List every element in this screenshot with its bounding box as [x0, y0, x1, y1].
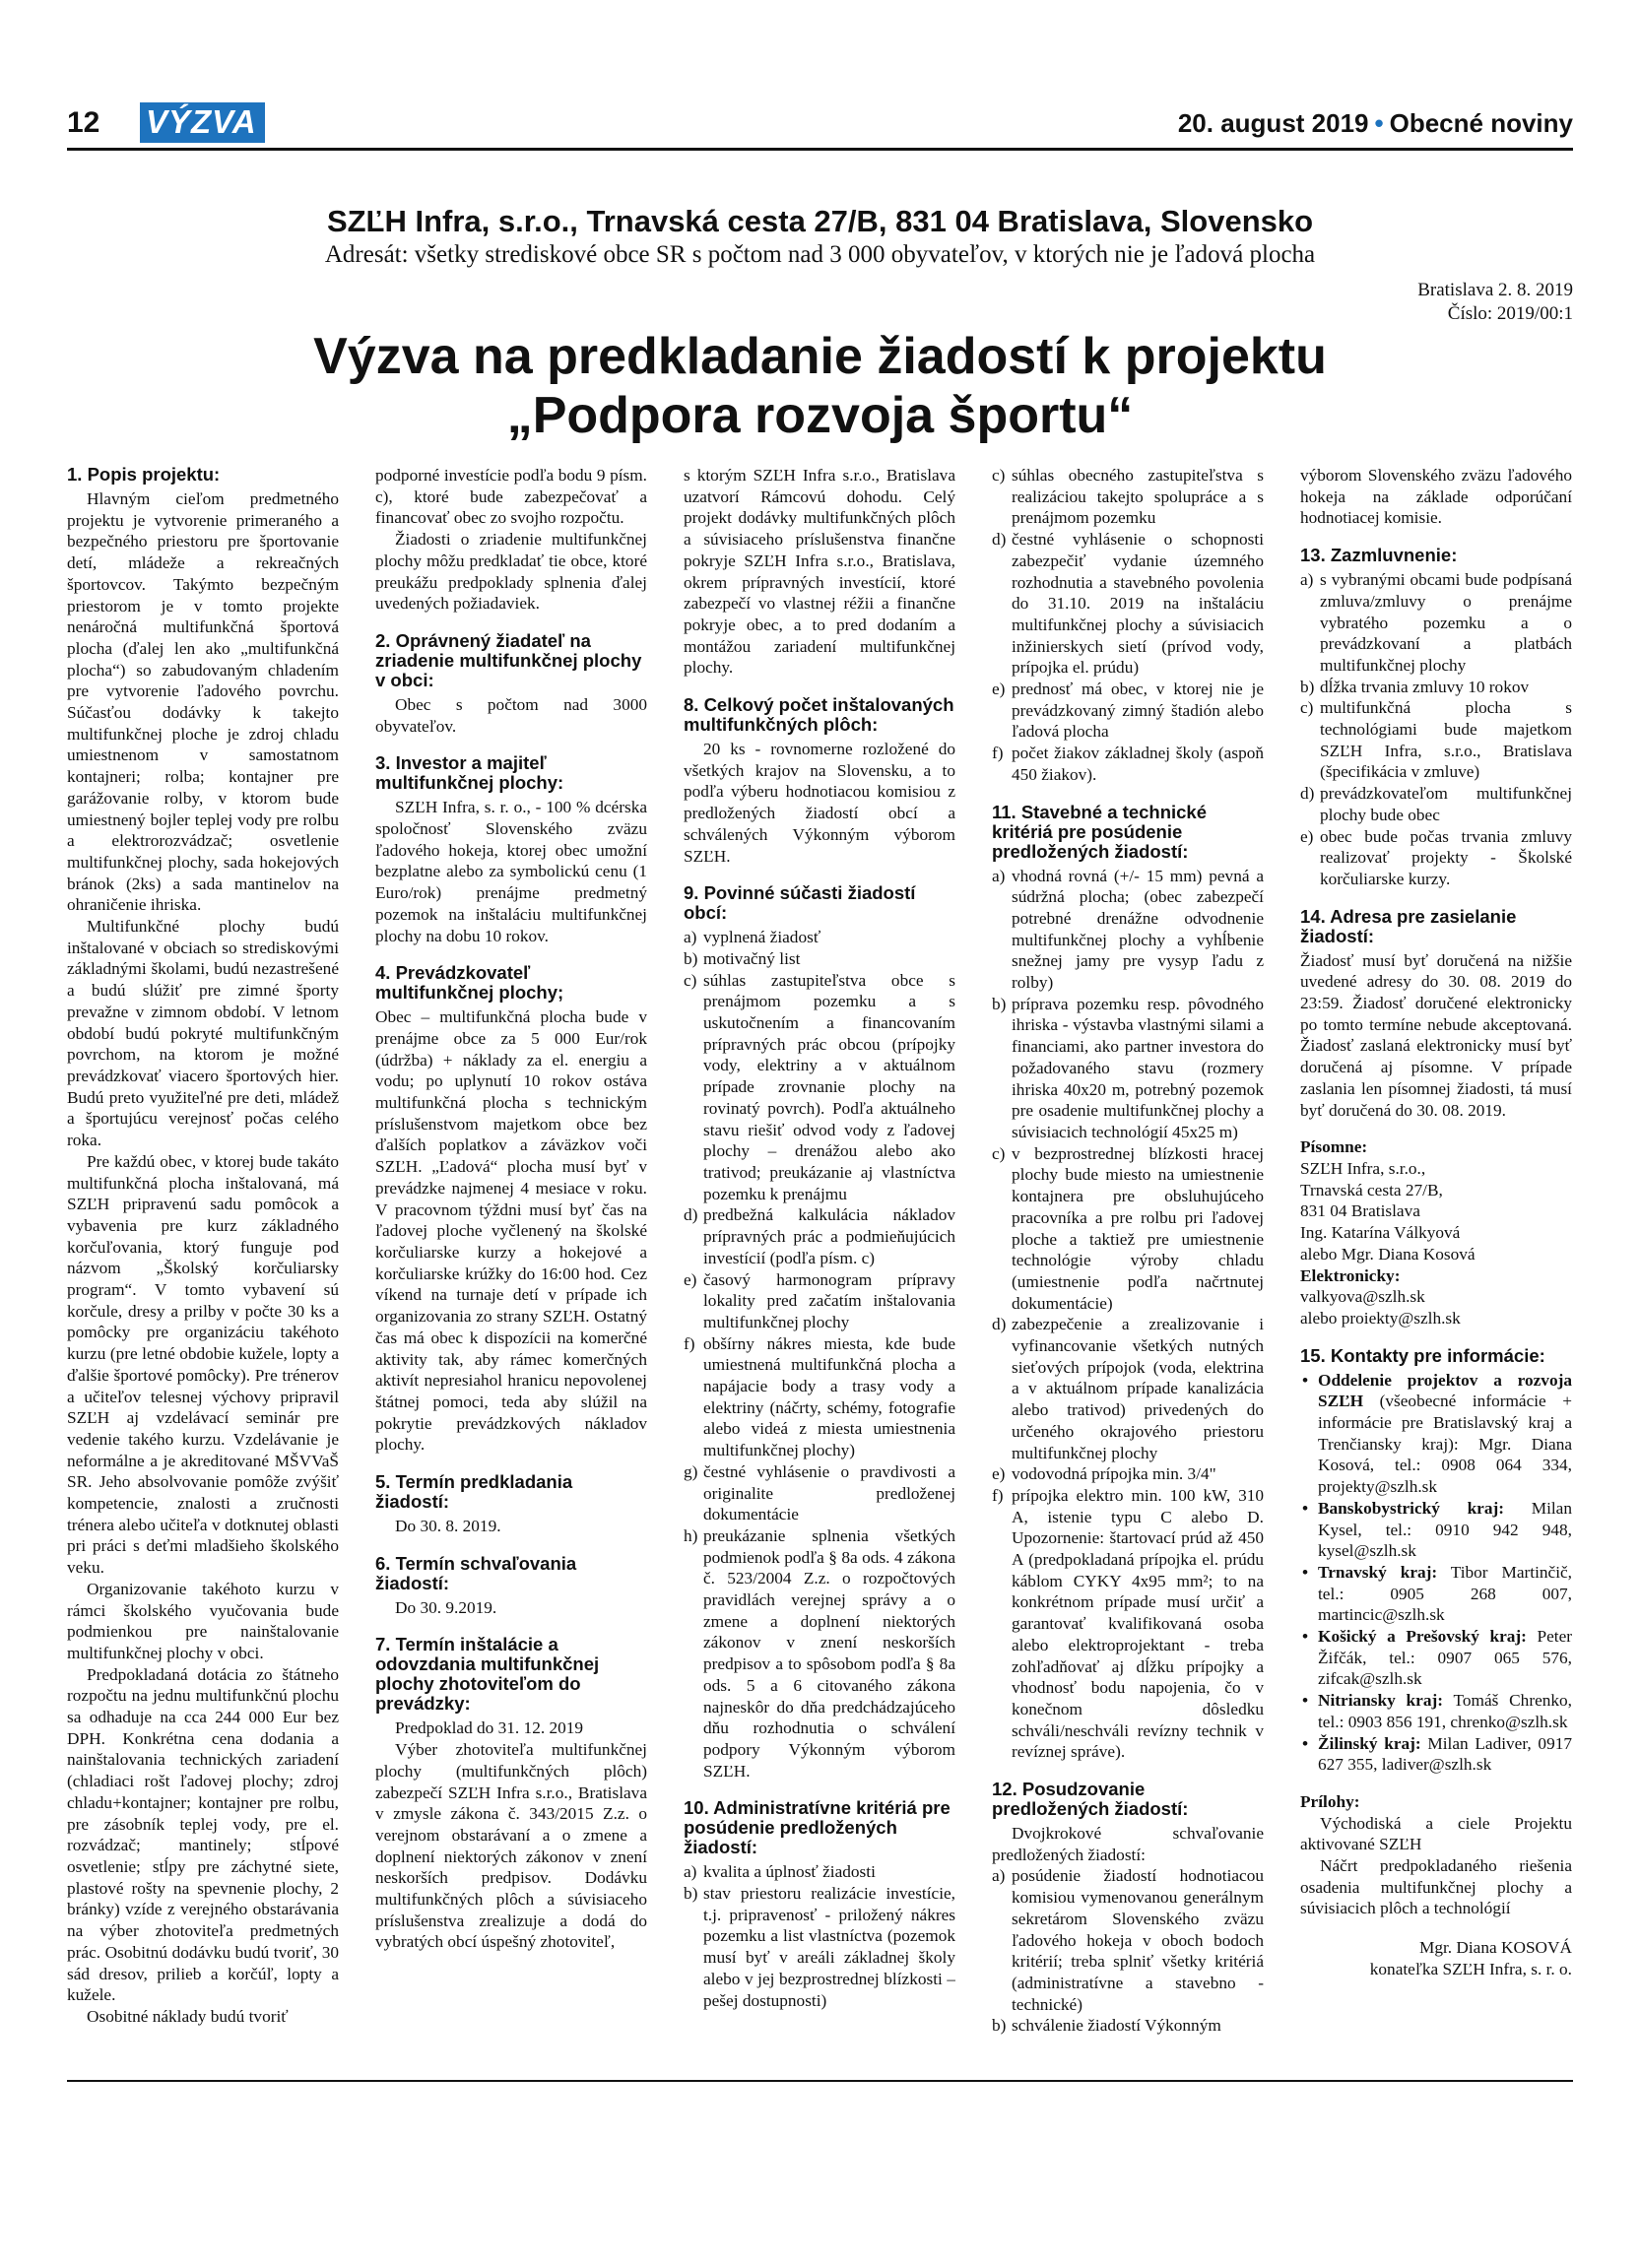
- paragraph: valkyova@szlh.sk: [1300, 1287, 1425, 1307]
- list-item-text: posúdenie žiadostí hodnotiacou komisiou vymenovanou generálnym sekretárom Slovenského zväzu ľadového hokeja v oboch bodoch kritérií; treba splniť všetky kritériá (administratívne a stavebno - technické): [1012, 1866, 1264, 2014]
- list-item: [992, 2015, 1264, 2037]
- list-item: [684, 1269, 955, 1333]
- list-item: [992, 1143, 1264, 1315]
- list-item-text: stav priestoru realizácie investície, t.j. pripravenosť - priložený nákres pozemku a list vlastníctva (pozemok musí byť v areáli základnej školy alebo v jej bezprostrednej blízkosti – pešej dostupnosti): [703, 1884, 955, 2010]
- paragraph: Náčrt predpokladaného riešenia osadenia multifunkčnej plochy a súvisiacich plôch a technológií: [1300, 1856, 1572, 1918]
- title-line-1: Výzva na predkladanie žiadostí k projektu: [313, 328, 1327, 385]
- contact-list: [1300, 1498, 1572, 1562]
- list-item: [1300, 783, 1572, 825]
- section-tag: VÝZVA: [140, 102, 265, 143]
- list-item-text: súhlas zastupiteľstva obce s prenájmom pozemku a s uskutočnením a financovaním prípravných prác obcou (prípojky vody, elektriny a v aktuálnom prípade zrovnanie plochy na rovinatý povrch). Podľa aktuálneho stavu riešiť odvod vody z ľadovej plochy – drenážou alebo ako trativod; preukázanie aj vlastníctva pozemku k prenájmu: [703, 970, 955, 1203]
- contact-list: [1300, 1690, 1572, 1732]
- section-heading: 7. Termín inštalácie a odovzdania multifunkčnej plochy zhotoviteľom do prevádzky:: [375, 1634, 600, 1715]
- paragraph: Obec – multifunkčná plocha bude v prenájme obce za 5 000 Eur/rok (údržba) + náklady za el. energiu a vodu; po uplynutí 10 rokov ostáva multifunkčná plocha s technickým príslušenstvom majetkom obce bez ďalších poplatkov a záväzkov voči SZĽH. „Ľadová“ plocha musí byť v prevádzke najmenej 4 mesiace v roku. V pracovnom týždni musí byť čas na ľadovej ploche vyčlenený na školské korčuliarske kurzy a hokejové a korčuliarske krúžky do 16:00 hod. Cez víkend na turnaje detí v prípade ich organizovania zo strany SZĽH. Ostatný čas má obec k dispozícii na komerčné aktivity tak, aby rámec komerčných aktivít nepresiahol hranicu nepovolenej štátnej pomoci, teda aby slúžil na pokrytie prevádzkových nákladov plochy.: [375, 1007, 647, 1455]
- contact-details: (všeobecné informácie + informácie pre Bratislavský kraj a Trenčiansky kraj): Mgr. Diana Kosová, tel.: 0908 064 334, projekty@szlh.sk: [1318, 1392, 1572, 1497]
- list-item-letter: a): [684, 1862, 697, 1882]
- contact-details: Tomáš Chrenko, tel.: 0903 856 191, chrenko@szlh.sk: [1318, 1691, 1572, 1731]
- list-item-text: s vybranými obcami bude podpísaná zmluva/zmluvy o prenájme vybratého pozemku a o prevádzkovaní a platbách multifunkčnej plochy: [1320, 570, 1572, 675]
- list-item-text: multifunkčná plocha s technológiami bude majetkom SZĽH Infra, s.r.o., Bratislava (špecifikácia v zmluve): [1320, 698, 1572, 782]
- contact-region: Oddelenie projektov a rozvoja SZĽH: [1318, 1370, 1572, 1411]
- list-item-text: vodovodná prípojka min. 3/4": [1012, 1464, 1216, 1484]
- list-item-letter: a): [1300, 570, 1314, 590]
- section-heading: 6. Termín schvaľovania žiadostí:: [375, 1552, 577, 1593]
- issue-date: 20. august 2019: [1177, 108, 1369, 138]
- page-number: 12: [67, 106, 100, 139]
- sub-heading: Písomne:: [1300, 1137, 1368, 1157]
- section-heading: 11. Stavebné a technické kritériá pre posúdenie predložených žiadostí:: [992, 801, 1208, 862]
- contact-details: Milan Kysel, tel.: 0910 942 948, kysel@szlh.sk: [1318, 1498, 1572, 1561]
- list-item-letter: f): [992, 1485, 1004, 1505]
- paragraph: Do 30. 8. 2019.: [395, 1517, 501, 1536]
- list-item-letter: b): [992, 2016, 1007, 2036]
- header-separator: •: [1374, 108, 1384, 138]
- place-date: Bratislava 2. 8. 2019: [1417, 280, 1573, 300]
- signature-line: konateľka SZĽH Infra, s. r. o.: [1369, 1959, 1572, 1978]
- list-item: [992, 1314, 1264, 1463]
- signature-line: Mgr. Diana KOSOVÁ: [1418, 1938, 1572, 1958]
- list-item-letter: d): [992, 530, 1007, 550]
- paragraph: Organizovanie takéhoto kurzu v rámci školského vyučovania bude podmienkou pre nainštalovanie multifunkčnej plochy v obci.: [67, 1579, 339, 1662]
- column-2: [375, 465, 647, 2070]
- paragraph: Pre každú obec, v ktorej bude takáto multifunkčná plocha inštalovaná, má SZĽH pripravenú sadu pomôcok a vybavenia pre kurz základného korčuľovania, ktorý funguje pod názvom „Školský korčuliarsky program“. V tomto vybavení sú korčule, dresy a prilby v počte 30 ks a pomôcky pre organizáciu takéhoto kurzu (pre letné obdobie kužele, lopty a ďalšie športové pomôcky). Pre trénerov a učiteľov telesnej výchovy pripravil SZĽH aj vzdelávací seminár pre vedenie takého kurzu. Vzdelávanie je neformálne a je akreditované MŠVVaŠ SR. Jeho absolvovanie pomôže zvýšiť kompetencie, znalosti a zručnosti trénera alebo učiteľa v dotknutej oblasti pri práci s deťmi mladšieho školského veku.: [67, 1151, 339, 1578]
- paragraph: Trnavská cesta 27/B,: [1300, 1180, 1443, 1199]
- list-item: [684, 1461, 955, 1525]
- bottom-divider: [67, 2080, 1573, 2082]
- contact-list: [1300, 1626, 1572, 1690]
- header-info: [1178, 108, 1573, 139]
- section-heading: 12. Posudzovanie predložených žiadostí:: [992, 1779, 1189, 1820]
- contact-region: Nitriansky kraj:: [1318, 1691, 1443, 1711]
- list-item-letter: b): [684, 1884, 698, 1904]
- list-item: [992, 1865, 1264, 2015]
- contact-list: [1300, 1562, 1572, 1626]
- section-heading: 15. Kontakty pre informácie:: [1300, 1344, 1545, 1366]
- list-item-letter: d): [1300, 784, 1315, 804]
- list-item: [992, 866, 1264, 994]
- paragraph: s ktorým SZĽH Infra s.r.o., Bratislava uzatvorí Rámcovú dohodu. Celý projekt dodávky multifunkčných plôch a súvisiaceho príslušenstva finančne pokryje SZĽH Infra s.r.o., Bratislava, okrem prípravných investícií, ktoré zabezpečí vo vlastnej réžii a finančne pokryje obec, a to pred dodaním a montážou zariadení multifunkčnej plochy.: [684, 466, 955, 678]
- paragraph: alebo Mgr. Diana Kosová: [1300, 1244, 1476, 1264]
- list-item-letter: f): [684, 1333, 695, 1353]
- section-heading: 10. Administratívne kritériá pre posúdenie predložených žiadostí:: [684, 1797, 951, 1858]
- list-item: [992, 679, 1264, 743]
- list-item-text: prednosť má obec, v ktorej nie je prevádzkovaný zimný štadión alebo ľadová plocha: [1012, 680, 1264, 742]
- list-item-letter: e): [1300, 826, 1314, 846]
- list-item-text: prípojka elektro min. 100 kW, 310 A, istenie typu C alebo D. Upozornenie: štartovací prúd až 450 A (predpokladaná prípojka el. prúdu káblom CYKY 4x95 mm²; to na konkrétnom prípade musí určiť a garantovať kvalifikovaná osoba alebo elektroprojektant - treba zohľadňovať aj dĺžku prípojky a vhodnosť bodu napojenia, čo v konečnom dôsledku schváli/neschváli revízny technik v revíznej správe).: [1012, 1485, 1264, 1762]
- list-item-letter: a): [992, 866, 1006, 885]
- list-item: [684, 970, 955, 1205]
- paragraph: SZĽH Infra, s.r.o.,: [1300, 1158, 1426, 1178]
- list-item-text: prevádzkovateľom multifunkčnej plochy bude obec: [1320, 784, 1572, 824]
- list-item: [684, 1204, 955, 1268]
- contact-item: [1300, 1370, 1572, 1498]
- list-item-letter: c): [992, 466, 1006, 485]
- contact-list: [1300, 1370, 1572, 1498]
- paragraph: Do 30. 9.2019.: [395, 1597, 497, 1617]
- list-item: [1300, 569, 1572, 677]
- list-item: [992, 529, 1264, 679]
- list-item-text: preukázanie splnenia všetkých podmienok podľa § 8a ods. 4 zákona č. 523/2004 Z.z. o rozpočtových pravidlách verejnej správy a o zmene a doplnení niektorých zákonov v znení neskorších predpisov a to spôsobom podľa § 8a ods. 5 a 6 citovaného zákona najneskôr do dňa predchádzajúceho dňu rozhodnutia o schválení podpory Výkonným výborom SZĽH.: [703, 1525, 955, 1781]
- paragraph: Osobitné náklady budú tvoriť: [87, 2006, 289, 2026]
- list-item: [684, 1883, 955, 2011]
- article-body: [67, 465, 1573, 2070]
- contact-item: [1300, 1498, 1572, 1562]
- paragraph: Predpokladaná dotácia zo štátneho rozpočtu na jednu multifunkčnú plochu sa odhaduje na cca 244 000 Eur bez DPH. Konkrétna cena dodania a nainštalovania technických zariadení (chladiaci rošt ľadovej plochy; zdroj chladu+kontajner; kontajner pre rolbu, pre zásobník teplej vody, pre el. rozvádzač; mantinely; stĺpové osvetlenie; stĺpy pre záchytné siete, plastové rošty na spevnenie plochy, 2 bránky) vzíde z verejného obstarávania na výber zhotoviteľa predmetných prác. Osobitnú dodávku budú tvoriť, 30 sád dresov, prilieb a korčúľ, lopty a kužele.: [67, 1664, 339, 2005]
- section-heading: 8. Celkový počet inštalovaných multifunkčných plôch:: [684, 694, 954, 736]
- paragraph: Ing. Katarína Válkyová: [1300, 1223, 1461, 1243]
- list-item-letter: b): [992, 994, 1007, 1013]
- list-item: [992, 994, 1264, 1143]
- paragraph: Multifunkčné plochy budú inštalované v obciach so strediskovými základnými školami, budú nezastrešené a budú slúžiť pre zimné športy prevažne v zimnom období. V letnom období budú pokryté multifunkčným povrchom, na ktorom je možné prevádzkovať viacero športových hier. Budú preto využiteľné pre deti, mládež a športujúcu verejnosť počas celého roka.: [67, 917, 339, 1150]
- list-item-letter: c): [1300, 698, 1314, 718]
- contact-item: [1300, 1562, 1572, 1626]
- paragraph: Obec s počtom nad 3000 obyvateľov.: [375, 694, 647, 736]
- list-item: [684, 1333, 955, 1461]
- section-heading: 14. Adresa pre zasielanie žiadostí:: [1300, 905, 1517, 946]
- list-item: [992, 1463, 1264, 1485]
- list-item-letter: d): [992, 1315, 1007, 1334]
- list-item-text: dĺžka trvania zmluvy 10 rokov: [1320, 677, 1530, 696]
- list-item: [1300, 826, 1572, 890]
- list-item-text: schválenie žiadostí Výkonným: [1012, 2016, 1221, 2036]
- paragraph: Predpoklad do 31. 12. 2019: [395, 1718, 584, 1738]
- list-item: [1300, 697, 1572, 783]
- sub-heading: Prílohy:: [1300, 1791, 1360, 1811]
- contact-details: Peter Žifčák, tel.: 0907 065 576, zifcak@szlh.sk: [1318, 1627, 1572, 1689]
- list-item-text: vhodná rovná (+/- 15 mm) pevná a súdržná plocha; (obec zabezpečí potrebné drenážne odvodnenie multifunkčnej plochy a vyhĺbenie snežnej jamy pre vysyp ľadu z rolby): [1012, 866, 1264, 993]
- list-item: [992, 743, 1264, 785]
- list-item: [684, 948, 955, 970]
- list-item-text: časový harmonogram prípravy lokality pred začatím inštalovania multifunkčnej plochy: [703, 1269, 955, 1331]
- contact-region: Trnavský kraj:: [1318, 1562, 1438, 1582]
- section-heading: 2. Oprávnený žiadateľ na zriadenie multifunkčnej plochy v obci:: [375, 629, 642, 690]
- list-item-text: obec bude počas trvania zmluvy realizovať projekty - Školské korčuliarske kurzy.: [1320, 826, 1572, 888]
- list-item-letter: b): [1300, 677, 1315, 696]
- list-item-text: počet žiakov základnej školy (aspoň 450 žiakov).: [1012, 744, 1264, 784]
- section-heading: 1. Popis projektu:: [67, 465, 221, 485]
- column-4: [992, 465, 1264, 2070]
- list-item: [992, 1485, 1264, 1763]
- list-item-text: vyplnená žiadosť: [703, 928, 821, 947]
- company-line: SZĽH Infra, s.r.o., Trnavská cesta 27/B, 831 04 Bratislava, Slovensko: [326, 204, 1314, 238]
- list-item-letter: e): [992, 1464, 1006, 1484]
- sub-heading: Elektronicky:: [1300, 1265, 1401, 1285]
- paragraph: podporné investície podľa bodu 9 písm. c), ktoré bude zabezpečovať a financovať obec zo svojho rozpočtu.: [375, 466, 647, 528]
- paragraph: Žiadosti o zriadenie multifunkčnej plochy môžu predkladať tie obce, ktoré preukážu predpoklady splnenia ďalej uvedených požiadaviek.: [375, 530, 647, 614]
- contact-region: Banskobystrický kraj:: [1318, 1498, 1505, 1518]
- list-item-text: predbežná kalkulácia nákladov prípravných prác a podmieňujúcich investícií (podľa písm. c): [703, 1205, 955, 1267]
- list-item-letter: f): [992, 744, 1004, 763]
- list-item-letter: g): [684, 1461, 698, 1481]
- document-number: Číslo: 2019/00:1: [1447, 303, 1573, 324]
- contact-region: Košický a Prešovský kraj:: [1318, 1627, 1527, 1647]
- contact-details: Tibor Martinčič, tel.: 0905 268 007, martincic@szlh.sk: [1318, 1562, 1572, 1625]
- list-item: [992, 465, 1264, 529]
- column-5: [1300, 465, 1572, 2070]
- column-3: [684, 465, 955, 2070]
- list-item-text: kvalita a úplnosť žiadosti: [703, 1862, 876, 1882]
- contact-list: [1300, 1733, 1572, 1776]
- list-item-text: v bezprostrednej blízkosti hracej plochy bude miesto na umiestnenie kontajnera pre obsluhujúceho pracovníka a pre rolbu pri ľadovej ploche a taktiež pre umiestnenie technológie výroby chladu (umiestnenie podľa načrtnutej dokumentácie): [1012, 1143, 1264, 1313]
- section-heading: 9. Povinné súčasti žiadostí obcí:: [684, 882, 916, 924]
- article-title: [0, 327, 1640, 445]
- list-item-letter: b): [684, 948, 698, 968]
- paragraph: výborom Slovenského zväzu ľadového hokeja na základe odporúčaní hodnotiacej komisie.: [1300, 466, 1572, 528]
- paragraph: 831 04 Bratislava: [1300, 1201, 1420, 1221]
- paragraph: Východiská a ciele Projektu aktivované SZĽH: [1300, 1813, 1572, 1854]
- list-item-text: čestné vyhlásenie o pravdivosti a originalite predloženej dokumentácie: [703, 1461, 955, 1524]
- list-item: [684, 1861, 955, 1883]
- paragraph: alebo proiekty@szlh.sk: [1300, 1308, 1461, 1328]
- list-item-text: obšírny nákres miesta, kde bude umiestnená multifunkčná plocha a napájacie body a trasy vody a elektriny (náčrty, schémy, fotografie alebo videá z miesta umiestnenia multifunkčnej plochy): [703, 1333, 955, 1460]
- paragraph: Výber zhotoviteľa multifunkčnej plochy (multifunkčných plôch) zabezpečí SZĽH Infra s.r.o., Bratislava v zmysle zákona č. 343/2015 Z.z. o verejnom obstarávaní a o zmene a doplnení niektorých zákonov v znení neskorších predpisov. Dodávku multifunkčných plôch a súvisiaceho príslušenstva zrealizuje a dodá do vybratých obcí úspešný zhotoviteľ,: [375, 1740, 647, 1952]
- list-item-text: čestné vyhlásenie o schopnosti zabezpečiť vydanie územného rozhodnutia a stavebného povolenia do 31.10. 2019 na inštaláciu multifunkčnej plochy a súvisiacich inžinierskych sietí (prívod vody, prípojka el. prúdu): [1012, 530, 1264, 678]
- document-meta: [1417, 279, 1573, 326]
- list-item-letter: d): [684, 1205, 698, 1225]
- list-item-text: príprava pozemku resp. pôvodného ihriska - výstavba vlastnými silami a financiami, ako partner investora do požadovaného stavu (rozmery ihriska 40x20 m, potrebný pozemok pre osadenie multifunkčnej plochy a súvisiacich technológií 45x25 m): [1012, 994, 1264, 1141]
- list-item-letter: c): [992, 1143, 1006, 1163]
- list-item-text: motivačný list: [703, 948, 801, 968]
- list-item-text: zabezpečenie a zrealizovanie i vyfinancovanie všetkých nutných sieťových prípojok (voda, elektrina a v aktuálnom prípade kanalizácia alebo trativod) privedených do určeného okrajového priestoru multifunkčnej plochy: [1012, 1315, 1264, 1462]
- list-item-letter: e): [684, 1269, 697, 1289]
- section-heading: 4. Prevádzkovateľ multifunkčnej plochy;: [375, 962, 564, 1004]
- list-item: [1300, 677, 1572, 698]
- publication-name: Obecné noviny: [1389, 108, 1573, 138]
- contact-item: [1300, 1733, 1572, 1776]
- paragraph: SZĽH Infra, s. r. o., - 100 % dcérska spoločnosť Slovenského zväzu ľadového hokeja, ktorej obec umožní bezplatne alebo za symbolickú cenu (1 Euro/rok) prenájme predmetný pozemok na inštaláciu multifunkčnej plochy na dobu 10 rokov.: [375, 798, 647, 945]
- paragraph: 20 ks - rovnomerne rozložené do všetkých krajov na Slovensku, a to podľa výberu hodnotiacou komisiou z predložených žiadostí obcí a schválených Výkonným výborom SZĽH.: [684, 740, 955, 866]
- list-item: [684, 1525, 955, 1782]
- section-heading: 5. Termín predkladania žiadostí:: [375, 1471, 573, 1513]
- contact-details: Milan Ladiver, 0917 627 355, ladiver@szlh.sk: [1318, 1733, 1572, 1775]
- list-item-letter: e): [992, 680, 1006, 699]
- addressee-line: Adresát: všetky strediskové obce SR s počtom nad 3 000 obyvateľov, v ktorých nie je ľadová plocha: [324, 241, 1316, 268]
- list-item-letter: a): [992, 1866, 1006, 1886]
- contact-item: [1300, 1690, 1572, 1732]
- contact-item: [1300, 1626, 1572, 1690]
- paragraph: Hlavným cieľom predmetného projektu je vytvorenie primeraného a bezpečného priestoru pre športovanie detí, mládeže a rekreačných športovcov. Takýmto bezpečným priestorom je v tomto projekte nenáročná multifunkčná športová plocha (ďalej len ako „multifunkčná plocha“) so zabudovaným chladením pre vytvorenie ľadového povrchu. Súčasťou dodávky k takejto multifunkčnej ploche je zdroj chladu umiestnenom v samostatnom kontajneri; rolba; kontajner pre garážovanie rolby, v ktorom bude umiestnený bojler teplej vody pre rolbu a elektrorozvádzač; osvetlenie multifunkčnej plochy, sada hokejových bránok (2ks) a sada mantinelov na ohraničenie ihriska.: [67, 489, 339, 915]
- column-1: [67, 465, 339, 2070]
- paragraph: Dvojkrokové schvaľovanie predložených žiadostí:: [992, 1824, 1264, 1864]
- title-line-2: „Podpora rozvoja športu“: [506, 387, 1134, 444]
- list-item: [684, 927, 955, 948]
- page-header: [67, 102, 1573, 151]
- list-item-letter: a): [684, 928, 697, 947]
- list-item-letter: c): [684, 970, 697, 990]
- list-item-letter: h): [684, 1525, 698, 1545]
- section-heading: 13. Zazmluvnenie:: [1300, 545, 1458, 566]
- section-heading: 3. Investor a majiteľ multifunkčnej plochy:: [375, 752, 564, 794]
- paragraph: Žiadosť musí byť doručená na nižšie uvedené adresy do 30. 08. 2019 do 23:59. Žiadosť doručené elektronicky po tomto termíne nebude akceptovaná. Žiadosť zaslaná elektronicky musí byť doručená aj písomne. V prípade zaslania len písomnej žiadosti, tá musí byť doručená do 30. 08. 2019.: [1300, 950, 1572, 1120]
- contact-region: Žilinský kraj:: [1318, 1733, 1421, 1753]
- list-item-text: súhlas obecného zastupiteľstva s realizáciou takejto spolupráce a s prenájmom pozemku: [1012, 466, 1264, 528]
